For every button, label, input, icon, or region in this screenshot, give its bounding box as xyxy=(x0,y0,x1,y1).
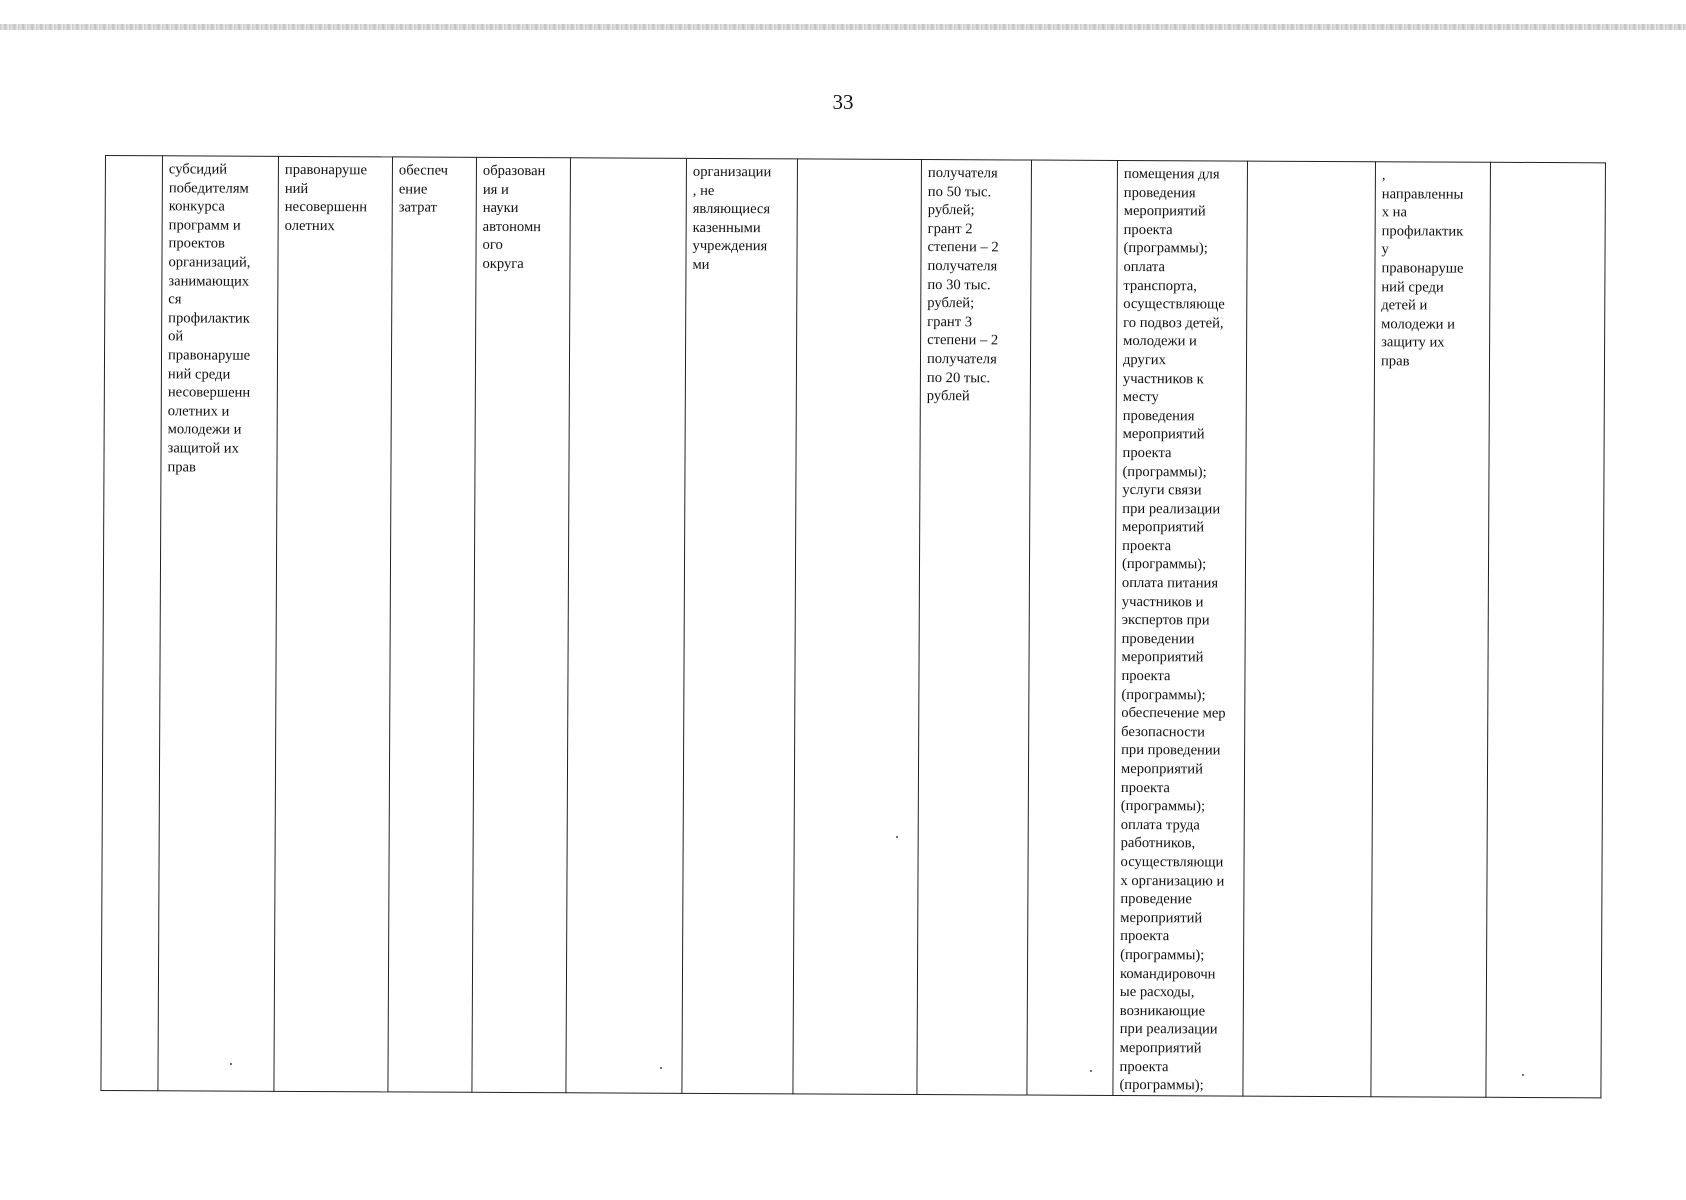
table-cell-14 xyxy=(1486,162,1606,1097)
table-cell-5: образован ия и науки автономн ого округа xyxy=(472,157,571,1092)
table-row xyxy=(101,156,1606,1098)
scan-speck xyxy=(1522,1074,1524,1076)
scan-speck xyxy=(896,836,898,838)
page-number: 33 xyxy=(832,90,854,114)
scan-edge xyxy=(0,24,1686,30)
table-cell-2: субсидий победителям конкурса программ и проектов организаций, занимающих ся профилактик ой правонаруше ний среди несовершенн олетних и молодежи и защитой их прав xyxy=(158,156,279,1091)
table-cell-13: , направленны х на профилактик у правонаруше ний среди детей и молодежи и защиту их прав xyxy=(1371,162,1491,1097)
scan-speck xyxy=(1090,1070,1092,1072)
table-cell-10 xyxy=(1027,160,1118,1095)
table-cell-3: правонаруше ний несовершенн олетних xyxy=(274,156,393,1091)
table-cell-1 xyxy=(101,156,163,1091)
table-cell-4: обеспеч ение затрат xyxy=(388,157,477,1092)
scan-speck xyxy=(230,1063,232,1065)
document-table xyxy=(100,155,1606,1098)
table-cell-7: организации , не являющиеся казенными учреждения ми xyxy=(682,158,798,1093)
table-cell-12 xyxy=(1243,161,1376,1096)
scan-speck xyxy=(660,1067,662,1069)
table-cell-9: получателя по 50 тыс. рублей; грант 2 степени – 2 получателя по 30 тыс. рублей; грант 3 степени – 2 получателя по 20 тыс. рублей xyxy=(917,159,1032,1094)
table-cell-11: помещения для проведения мероприятий проекта (программы); оплата транспорта, осуществляюще го подвоз детей, молодежи и других участников к месту проведения мероприятий проекта (программы); услуги связи при реализации мероприятий проекта (программы); оплата питания участников и экспертов при проведении мероприятий проекта (программы); обеспечение мер безопасности при проведении мероприятий проекта (программы); оплата труда работников, осуществляющи х организацию и проведение мероприятий проекта (программы); командировочн ые расходы, возникающие при реализации мероприятий проекта (программы); xyxy=(1113,160,1248,1095)
table-cell-8 xyxy=(793,159,922,1094)
table-cell-6 xyxy=(566,158,687,1093)
